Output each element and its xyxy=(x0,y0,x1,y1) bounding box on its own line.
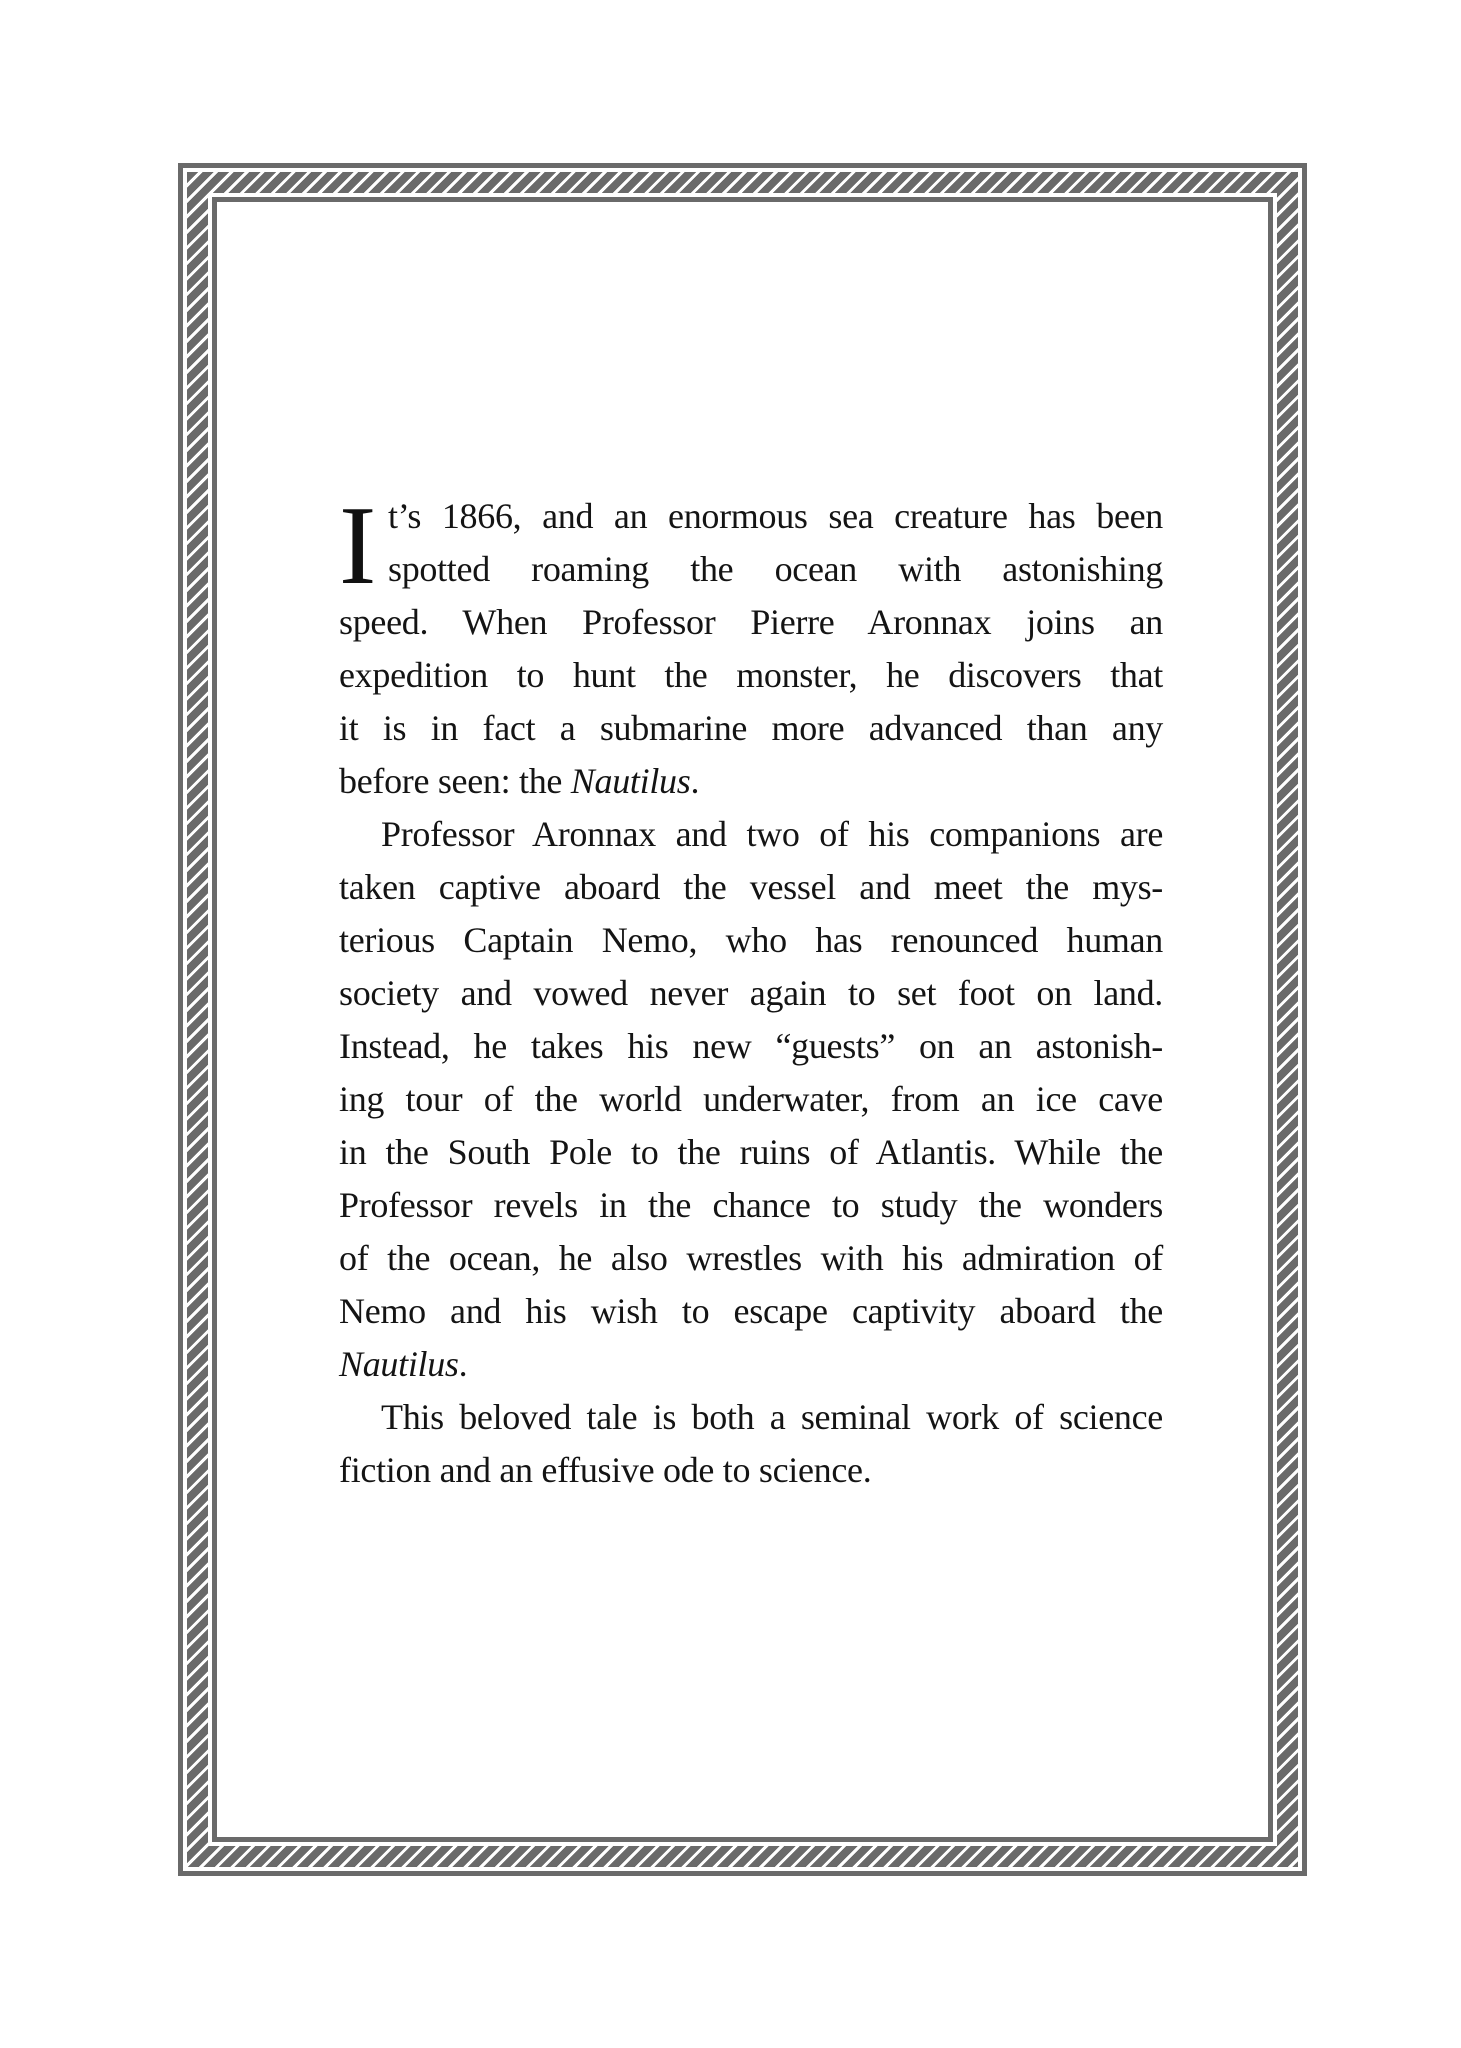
paragraph xyxy=(339,808,1163,1391)
text-line: This beloved tale is both a seminal work of science xyxy=(381,1397,1163,1437)
text-line: speed. When Professor Pierre Aronnax joins an xyxy=(339,602,1163,642)
rope-border xyxy=(187,172,1298,1867)
decorative-frame xyxy=(178,163,1307,1876)
text-line: fiction and an effusive ode to science. xyxy=(339,1450,872,1490)
text-line: ing tour of the world underwater, from an ice cave xyxy=(339,1079,1163,1119)
page-content xyxy=(212,197,1273,1842)
text-line: t’s 1866, and an enormous sea creature has been xyxy=(388,496,1163,536)
text-line: Instead, he takes his new “guests” on an astonish- xyxy=(339,1026,1163,1066)
paragraph xyxy=(339,1391,1163,1497)
text-line: Professor revels in the chance to study the wonders xyxy=(339,1185,1163,1225)
italic-title: Nautilus xyxy=(339,1344,459,1384)
text-line: spotted roaming the ocean with astonishing xyxy=(388,549,1163,589)
text-line: in the South Pole to the ruins of Atlantis. While the xyxy=(339,1132,1163,1172)
italic-title: Nautilus xyxy=(570,761,691,801)
drop-cap: I xyxy=(339,484,376,608)
text-line: before seen: the Nautilus. xyxy=(339,761,700,801)
text-line: of the ocean, he also wrestles with his admiration of xyxy=(339,1238,1163,1278)
text-line: taken captive aboard the vessel and meet the mys- xyxy=(339,867,1163,907)
text-line: society and vowed never again to set foot on land. xyxy=(339,973,1163,1013)
text-line: expedition to hunt the monster, he discovers that xyxy=(339,655,1163,695)
text-line: Nautilus. xyxy=(339,1344,468,1384)
text-line: Nemo and his wish to escape captivity aboard the xyxy=(339,1291,1163,1331)
text-line: terious Captain Nemo, who has renounced human xyxy=(339,920,1163,960)
synopsis-text xyxy=(339,484,1163,1497)
paragraph xyxy=(339,484,1163,808)
text-line: it is in fact a submarine more advanced than any xyxy=(339,708,1163,748)
text-line: Professor Aronnax and two of his companions are xyxy=(381,814,1163,854)
